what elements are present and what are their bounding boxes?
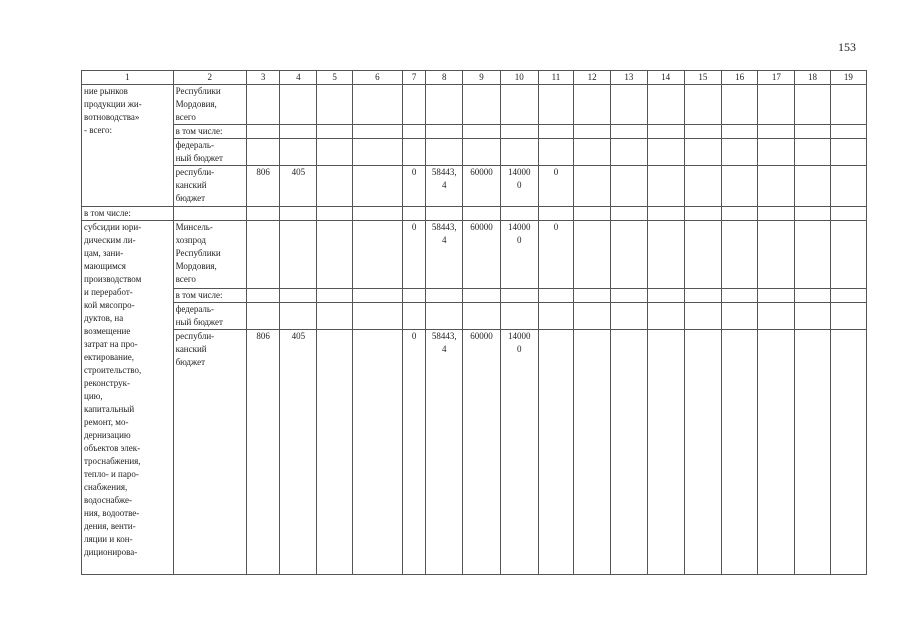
b1-incl-col16	[721, 125, 757, 139]
b1-total-col18	[795, 85, 830, 125]
b2-incl-col11	[538, 289, 573, 303]
b1-incl-col4	[280, 125, 317, 139]
including-row	[82, 207, 867, 221]
b2-program-description-line: дения, венти-	[84, 521, 136, 531]
b2-program-description-line: тепло- и паро-	[84, 469, 139, 479]
b2-incl-col19	[830, 289, 866, 303]
including-col9	[463, 207, 500, 221]
including-col18	[795, 207, 830, 221]
b1-fed-col19	[830, 139, 866, 166]
b2-rep-col4: 405	[280, 330, 317, 575]
b2-program-description-line: и переработ-	[84, 287, 133, 297]
including-col15	[684, 207, 721, 221]
b2-rep-col7: 0	[403, 330, 426, 575]
b1-incl-col7	[403, 125, 426, 139]
b2-rep-col6	[352, 330, 402, 575]
b1-rep-col15	[684, 166, 721, 207]
b2-incl-col5	[317, 289, 352, 303]
b2-rep-col16	[721, 330, 757, 575]
b1-fed-col7	[403, 139, 426, 166]
b2-incl-col16	[721, 289, 757, 303]
b2-rep-col12	[574, 330, 611, 575]
b1-fed-col16	[721, 139, 757, 166]
header-col-19: 19	[830, 71, 866, 85]
b1-rep-col14	[647, 166, 684, 207]
header-col-8: 8	[426, 71, 463, 85]
including-col17	[758, 207, 795, 221]
b2-total-col10: 14000 0	[500, 221, 538, 289]
b1-total-col17	[758, 85, 795, 125]
b2-fed-col15	[684, 303, 721, 330]
b1-federal-label-line: ный бюджет	[175, 153, 223, 163]
b2-total-col8: 58443, 4	[426, 221, 463, 289]
b1-rep-col16	[721, 166, 757, 207]
header-row	[82, 71, 867, 85]
b1-total-col10	[500, 85, 538, 125]
b2-fed-col17	[758, 303, 795, 330]
b1-total-label-line: Республики	[175, 86, 221, 96]
b1-total-col8	[426, 85, 463, 125]
b2-total-col3	[247, 221, 280, 289]
b2-program-description-line: диционирова-	[84, 547, 138, 557]
b1-program-description-line: ние рынков	[84, 86, 128, 96]
b2-program-description-line: ляции и кон-	[84, 534, 133, 544]
b2-total-col12	[574, 221, 611, 289]
b2-total-col19	[830, 221, 866, 289]
header-col-18: 18	[795, 71, 830, 85]
b1-rep-col7: 0	[403, 166, 426, 207]
b1-total-col11	[538, 85, 573, 125]
b1-total-col4	[280, 85, 317, 125]
b1-incl-col5	[317, 125, 352, 139]
b1-including-label: в том числе:	[173, 125, 246, 139]
b1-total-label-line: Мордовия,	[175, 99, 217, 109]
b2-fed-col18	[795, 303, 830, 330]
b1-rep-col18	[795, 166, 830, 207]
b1-program-description-line: - всего:	[84, 125, 113, 135]
b2-fed-col7	[403, 303, 426, 330]
b1-total-col7	[403, 85, 426, 125]
b2-incl-col18	[795, 289, 830, 303]
b1-row-federal	[82, 139, 867, 166]
b1-fed-col18	[795, 139, 830, 166]
b2-incl-col17	[758, 289, 795, 303]
b1-incl-col6	[352, 125, 402, 139]
b1-program-description-line: вотноводства»	[84, 112, 140, 122]
b2-program-description-line: цам, зани-	[84, 248, 124, 258]
b2-fed-col16	[721, 303, 757, 330]
b2-program-description-line: троснабжения,	[84, 456, 141, 466]
b2-total-col16	[721, 221, 757, 289]
b1-total-label	[173, 85, 246, 125]
header-col-13: 13	[611, 71, 647, 85]
b1-program-description	[82, 85, 174, 207]
b2-total-col7: 0	[403, 221, 426, 289]
b2-incl-col6	[352, 289, 402, 303]
b2-total-col9: 60000	[463, 221, 500, 289]
b1-incl-col10	[500, 125, 538, 139]
b2-rep-col3: 806	[247, 330, 280, 575]
b1-row-including	[82, 125, 867, 139]
b2-program-description-line: реконструк-	[84, 378, 131, 388]
b2-incl-col9	[463, 289, 500, 303]
header-col-4: 4	[280, 71, 317, 85]
header-col-2: 2	[173, 71, 246, 85]
b2-fed-col8	[426, 303, 463, 330]
b1-total-col13	[611, 85, 647, 125]
b2-federal-label	[173, 303, 246, 330]
b2-incl-col15	[684, 289, 721, 303]
b2-total-col6	[352, 221, 402, 289]
b2-total-col14	[647, 221, 684, 289]
b2-total-label-line: Республики	[175, 248, 221, 258]
b1-rep-col11: 0	[538, 166, 573, 207]
header-col-3: 3	[247, 71, 280, 85]
header-col-14: 14	[647, 71, 684, 85]
b2-total-label-line: Мордовия,	[175, 261, 217, 271]
b1-total-col15	[684, 85, 721, 125]
b1-incl-col13	[611, 125, 647, 139]
header-col-7: 7	[403, 71, 426, 85]
b2-federal-label-line: ный бюджет	[175, 317, 223, 327]
b2-including-label: в том числе:	[173, 289, 246, 303]
b2-republican-label-line: бюджет	[175, 357, 206, 367]
including-col19	[830, 207, 866, 221]
b2-total-col15	[684, 221, 721, 289]
b1-federal-label-line: федераль-	[175, 140, 215, 150]
b2-republican-label-line: республи-	[175, 331, 215, 341]
b1-total-label-line: всего	[175, 112, 196, 122]
b2-rep-col13	[611, 330, 647, 575]
b2-fed-col13	[611, 303, 647, 330]
b1-total-col9	[463, 85, 500, 125]
b2-program-description	[82, 221, 174, 575]
b2-republican-label	[173, 330, 246, 575]
b2-total-col18	[795, 221, 830, 289]
b2-total-label-line: всего	[175, 274, 196, 284]
b2-fed-col11	[538, 303, 573, 330]
b1-fed-col5	[317, 139, 352, 166]
b2-program-description-line: мающимся	[84, 261, 126, 271]
b2-fed-col12	[574, 303, 611, 330]
b1-rep-col4: 405	[280, 166, 317, 207]
header-col-17: 17	[758, 71, 795, 85]
b1-rep-col10: 14000 0	[500, 166, 538, 207]
b2-program-description-line: объектов элек-	[84, 443, 141, 453]
b1-rep-col13	[611, 166, 647, 207]
b2-program-description-line: строительство,	[84, 365, 142, 375]
b1-federal-label	[173, 139, 246, 166]
b2-total-col17	[758, 221, 795, 289]
header-col-16: 16	[721, 71, 757, 85]
header-col-11: 11	[538, 71, 573, 85]
b2-rep-col10: 14000 0	[500, 330, 538, 575]
b1-total-col19	[830, 85, 866, 125]
b2-rep-col5	[317, 330, 352, 575]
b2-rep-col18	[795, 330, 830, 575]
b2-republican-label-line: канский	[175, 344, 207, 354]
including-col8	[426, 207, 463, 221]
b2-rep-col15	[684, 330, 721, 575]
b2-rep-col11	[538, 330, 573, 575]
b1-rep-col9: 60000	[463, 166, 500, 207]
b1-rep-col5	[317, 166, 352, 207]
header-col-15: 15	[684, 71, 721, 85]
header-col-9: 9	[463, 71, 500, 85]
b2-total-col13	[611, 221, 647, 289]
b2-incl-col10	[500, 289, 538, 303]
b1-incl-col14	[647, 125, 684, 139]
budget-table	[81, 70, 867, 575]
b1-rep-col6	[352, 166, 402, 207]
b2-program-description-line: водоснабже-	[84, 495, 132, 505]
b2-program-description-line: производством	[84, 274, 142, 284]
including-col3	[247, 207, 280, 221]
b2-program-description-line: кой мясопро-	[84, 300, 135, 310]
b2-program-description-line: снабжения,	[84, 482, 128, 492]
including-col5	[317, 207, 352, 221]
header-col-6: 6	[352, 71, 402, 85]
header-col-1: 1	[82, 71, 174, 85]
b1-fed-col12	[574, 139, 611, 166]
b2-incl-col3	[247, 289, 280, 303]
b2-rep-col17	[758, 330, 795, 575]
b2-row-total	[82, 221, 867, 289]
b1-program-description-line: продукции жи-	[84, 99, 142, 109]
b2-rep-col8: 58443, 4	[426, 330, 463, 575]
b2-program-description-line: затрат на про-	[84, 339, 138, 349]
b2-rep-col9: 60000	[463, 330, 500, 575]
including-col14	[647, 207, 684, 221]
b2-fed-col14	[647, 303, 684, 330]
including-col13	[611, 207, 647, 221]
including-col2	[173, 207, 246, 221]
b1-total-col5	[317, 85, 352, 125]
b2-program-description-line: ектирование,	[84, 352, 135, 362]
b2-incl-col12	[574, 289, 611, 303]
including-col16	[721, 207, 757, 221]
b1-fed-col14	[647, 139, 684, 166]
b2-fed-col4	[280, 303, 317, 330]
b1-fed-col10	[500, 139, 538, 166]
including-col6	[352, 207, 402, 221]
b1-rep-col12	[574, 166, 611, 207]
b2-fed-col10	[500, 303, 538, 330]
b2-incl-col14	[647, 289, 684, 303]
b2-row-republican	[82, 330, 867, 575]
b1-row-republican	[82, 166, 867, 207]
b2-program-description-line: капитальный	[84, 404, 135, 414]
b1-incl-col15	[684, 125, 721, 139]
b2-fed-col9	[463, 303, 500, 330]
b1-incl-col8	[426, 125, 463, 139]
b1-rep-col19	[830, 166, 866, 207]
b2-total-col5	[317, 221, 352, 289]
b1-incl-col17	[758, 125, 795, 139]
b2-row-federal	[82, 303, 867, 330]
b2-row-including	[82, 289, 867, 303]
b2-program-description-line: ремонт, мо-	[84, 417, 129, 427]
header-col-10: 10	[500, 71, 538, 85]
b2-incl-col7	[403, 289, 426, 303]
header-col-5: 5	[317, 71, 352, 85]
b1-rep-col3: 806	[247, 166, 280, 207]
b1-total-col3	[247, 85, 280, 125]
including-col7	[403, 207, 426, 221]
b1-fed-col8	[426, 139, 463, 166]
b1-fed-col13	[611, 139, 647, 166]
b1-fed-col15	[684, 139, 721, 166]
b1-fed-col6	[352, 139, 402, 166]
including-col10	[500, 207, 538, 221]
b1-republican-label-line: канский	[175, 180, 207, 190]
b2-total-label-line: хозпрод	[175, 235, 206, 245]
b1-rep-col8: 58443, 4	[426, 166, 463, 207]
b1-rep-col17	[758, 166, 795, 207]
b1-total-col6	[352, 85, 402, 125]
b2-federal-label-line: федераль-	[175, 304, 215, 314]
b1-fed-col9	[463, 139, 500, 166]
b2-fed-col3	[247, 303, 280, 330]
b2-incl-col4	[280, 289, 317, 303]
b1-republican-label-line: бюджет	[175, 193, 206, 203]
b1-fed-col4	[280, 139, 317, 166]
b2-program-description-line: цию,	[84, 391, 103, 401]
page-number: 153	[838, 40, 856, 54]
b2-program-description-line: дическим ли-	[84, 235, 136, 245]
b1-incl-col19	[830, 125, 866, 139]
b2-rep-col19	[830, 330, 866, 575]
b1-total-col14	[647, 85, 684, 125]
b1-incl-col12	[574, 125, 611, 139]
b2-program-description-line: возмещение	[84, 326, 131, 336]
b1-incl-col9	[463, 125, 500, 139]
b1-fed-col11	[538, 139, 573, 166]
b2-program-description-line: дернизацию	[84, 430, 131, 440]
b1-incl-col18	[795, 125, 830, 139]
b1-row-total	[82, 85, 867, 125]
b1-fed-col17	[758, 139, 795, 166]
b2-total-col11: 0	[538, 221, 573, 289]
b1-fed-col3	[247, 139, 280, 166]
b1-total-col16	[721, 85, 757, 125]
b2-program-description-line: ния, водоотве-	[84, 508, 140, 518]
b1-incl-col11	[538, 125, 573, 139]
including-label: в том числе:	[82, 207, 174, 221]
b2-fed-col5	[317, 303, 352, 330]
b2-program-description-line: субсидии юри-	[84, 222, 142, 232]
b2-fed-col6	[352, 303, 402, 330]
b2-fed-col19	[830, 303, 866, 330]
b2-incl-col8	[426, 289, 463, 303]
b2-total-label	[173, 221, 246, 289]
including-col12	[574, 207, 611, 221]
including-col4	[280, 207, 317, 221]
b1-republican-label-line: республи-	[175, 167, 215, 177]
b2-incl-col13	[611, 289, 647, 303]
b2-rep-col14	[647, 330, 684, 575]
including-col11	[538, 207, 573, 221]
header-col-12: 12	[574, 71, 611, 85]
b2-total-label-line: Минсель-	[175, 222, 213, 232]
b2-total-col4	[280, 221, 317, 289]
b1-total-col12	[574, 85, 611, 125]
b2-program-description-line: дуктов, на	[84, 313, 124, 323]
b1-republican-label	[173, 166, 246, 207]
b1-incl-col3	[247, 125, 280, 139]
